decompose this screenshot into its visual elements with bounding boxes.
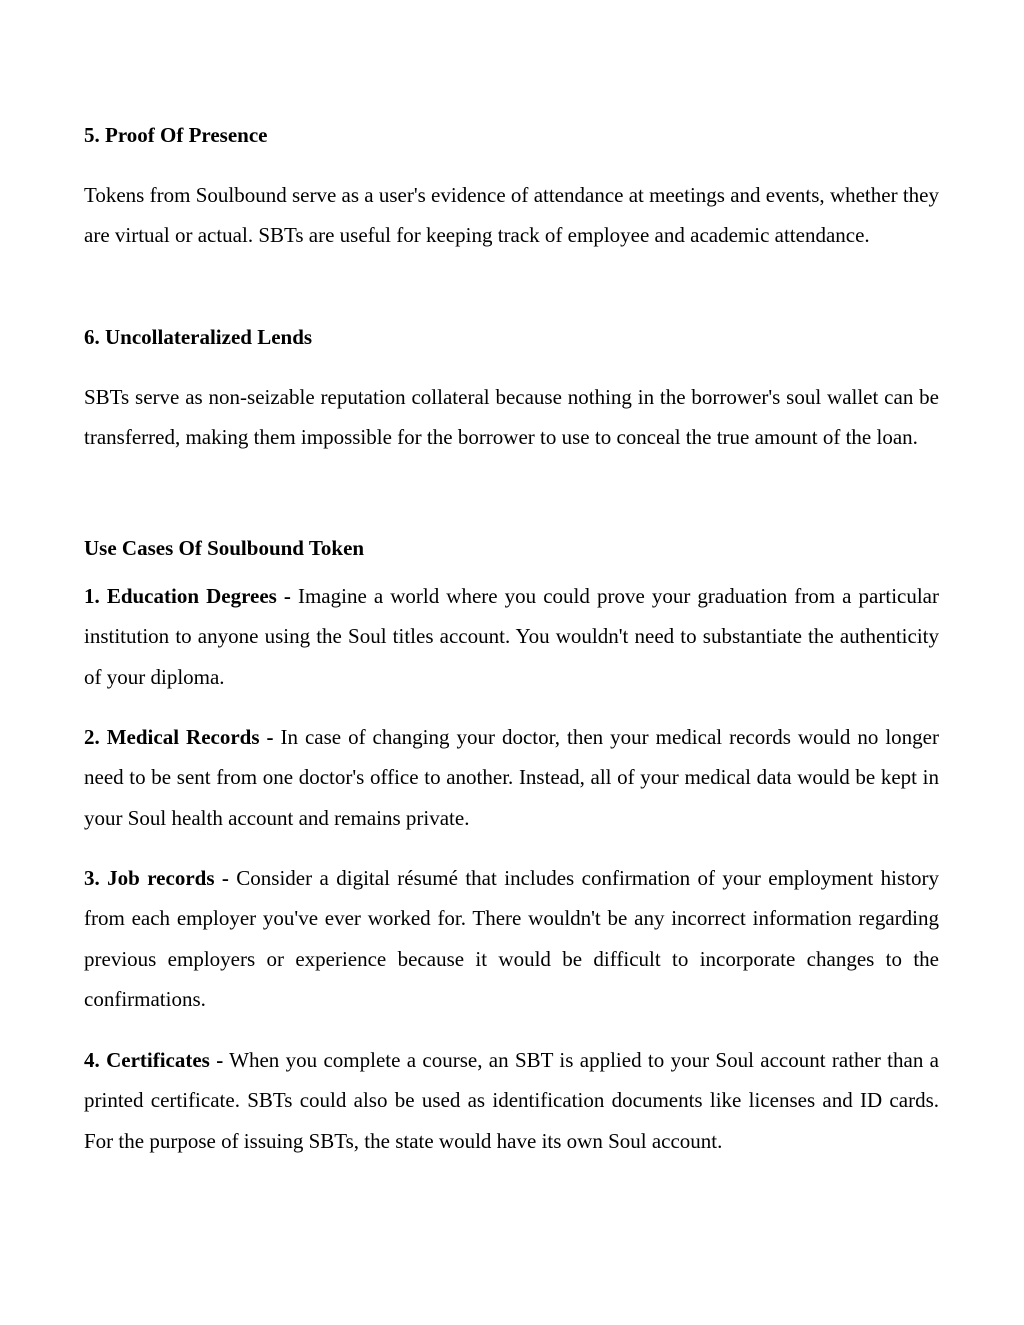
section-body-proof-of-presence: Tokens from Soulbound serve as a user's evidence of attendance at meetings and events, whether they are virtual or actual. SBTs are useful for keeping track of employee and academic attendance. bbox=[84, 183, 939, 248]
use-case-text: Consider a digital résumé that includes confirmation of your employment history from each employer you've ever worked for. There wouldn't be any incorrect information regarding previous employers or experience because it would be difficult to incorporate changes to the confirmations. bbox=[84, 866, 939, 1011]
section-heading-uncollateralized-lends: 6. Uncollateralized Lends bbox=[84, 325, 313, 349]
section-heading-proof-of-presence: 5. Proof Of Presence bbox=[84, 123, 268, 147]
use-case-certificates bbox=[84, 1040, 939, 1161]
section-body-uncollateralized-lends: SBTs serve as non-seizable reputation collateral because nothing in the borrower's soul wallet can be transferred, making them impossible for the borrower to use to conceal the true amount of the loan. bbox=[84, 385, 939, 450]
use-case-text: When you complete a course, an SBT is applied to your Soul account rather than a printed certificate. SBTs could also be used as identification documents like licenses and ID cards. For the purpose of issuing SBTs, the state would have its own Soul account. bbox=[84, 1048, 939, 1153]
use-case-title: 2. Medical Records - bbox=[84, 725, 274, 749]
use-case-title: 4. Certificates - bbox=[84, 1048, 224, 1072]
use-case-text: In case of changing your doctor, then your medical records would no longer need to be sent from one doctor's office to another. Instead, all of your medical data would be kept in your Soul health account and remains private. bbox=[84, 725, 939, 830]
use-case-job-records bbox=[84, 858, 939, 1019]
use-cases-heading: Use Cases Of Soulbound Token bbox=[84, 536, 365, 560]
use-case-text: Imagine a world where you could prove your graduation from a particular institution to anyone using the Soul titles account. You wouldn't need to substantiate the authenticity of your diploma. bbox=[84, 584, 939, 689]
use-case-title: 3. Job records - bbox=[84, 866, 229, 890]
use-case-education-degrees bbox=[84, 576, 939, 697]
use-case-medical-records bbox=[84, 717, 939, 838]
use-case-title: 1. Education Degrees - bbox=[84, 584, 291, 608]
